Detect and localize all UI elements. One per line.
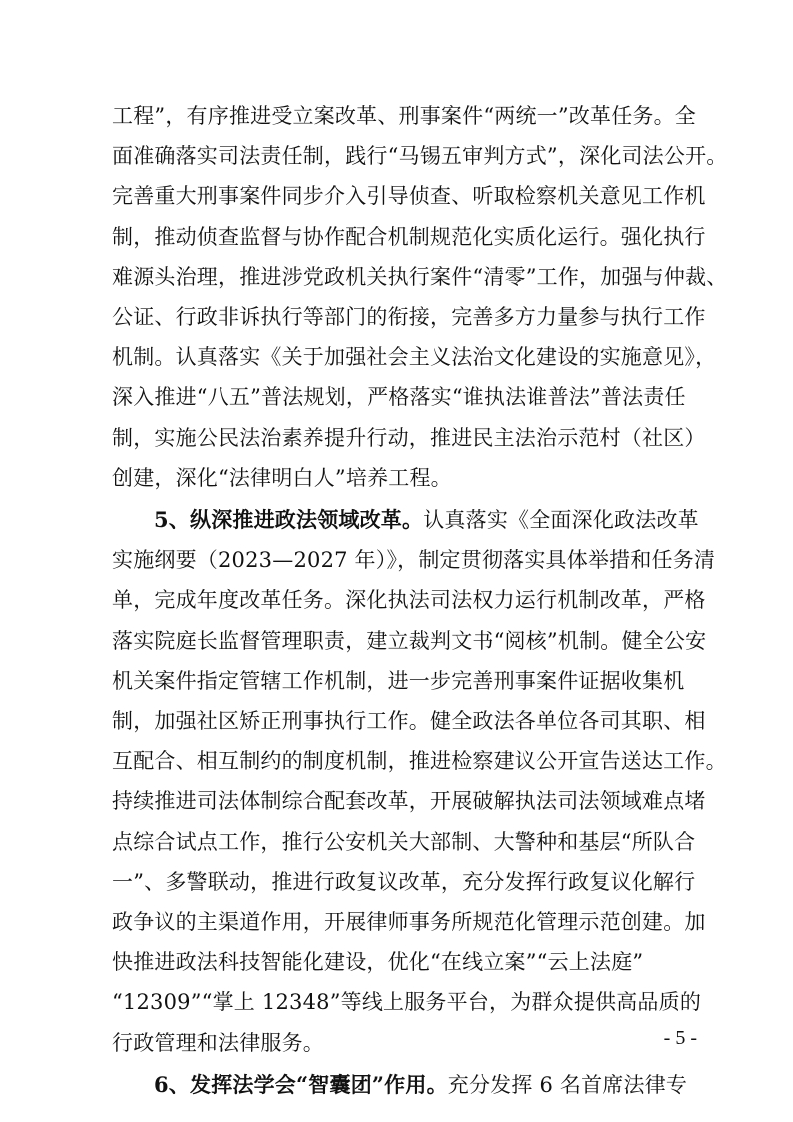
text-line: 完善重大刑事案件同步介入引导侦查、听取检察机关意见工作机 bbox=[112, 184, 706, 209]
section-6-first-line bbox=[112, 1065, 692, 1105]
text-line: 互配合、相互制约的制度机制，推进检察建议公开宣告送达工作。 bbox=[112, 749, 727, 774]
document-body bbox=[112, 96, 728, 1105]
section-5-first-line-text: 认真落实《全面深化政法改革 bbox=[423, 508, 699, 533]
section-6-heading: 6、发挥法学会“智囊团”作用。 bbox=[154, 1071, 448, 1097]
text-line: 面准确落实司法责任制，践行“马锡五审判方式”，深化司法公开。 bbox=[112, 144, 728, 169]
text-line: “12309”“掌上 12348”等线上服务平台，为群众提供高品质的 bbox=[112, 990, 702, 1015]
section-6-paragraph bbox=[112, 1065, 692, 1105]
text-line: 单，完成年度改革任务。深化执法司法权力运行机制改革，严格 bbox=[112, 588, 706, 613]
section-5-first-line bbox=[112, 500, 699, 540]
text-line: 深入推进“八五”普法规划，严格落实“谁执法谁普法”普法责任 bbox=[112, 385, 686, 410]
text-line: 快推进政法科技智能化建设，优化“在线立案”“云上法庭” bbox=[112, 950, 644, 975]
text-line: 创建，深化“法律明白人”培养工程。 bbox=[112, 465, 452, 490]
text-line: 点综合试点工作，推行公安机关大部制、大警种和基层“所队合 bbox=[112, 829, 696, 854]
text-line: 机制。认真落实《关于加强社会主义法治文化建设的实施意见》， bbox=[112, 345, 717, 370]
text-line: 难源头治理，推进涉党政机关执行案件“清零”工作，加强与仲裁、 bbox=[112, 264, 728, 289]
text-line: 落实院庭长监督管理职责，建立裁判文书“阅核”机制。健全公安 bbox=[112, 628, 707, 653]
text-line: 制，实施公民法治素养提升行动，推进民主法治示范村（社区） bbox=[112, 425, 706, 450]
text-line: 制，推动侦查监督与协作配合机制规范化实质化运行。强化执行 bbox=[112, 224, 706, 249]
text-line: 一”、多警联动，推进行政复议改革，充分发挥行政复议化解行 bbox=[112, 869, 696, 894]
section-5-heading: 5、纵深推进政法领域改革。 bbox=[154, 507, 424, 533]
text-line: 政争议的主渠道作用，开展律师事务所规范化管理示范创建。加 bbox=[112, 910, 706, 935]
text-line: 制，加强社区矫正刑事执行工作。健全政法各单位各司其职、相 bbox=[112, 709, 706, 734]
text-line: 持续推进司法体制综合配套改革，开展破解执法司法领域难点堵 bbox=[112, 789, 706, 814]
paragraph-continuation bbox=[112, 96, 728, 498]
section-5-paragraph bbox=[112, 500, 727, 1063]
page-number: - 5 - bbox=[663, 1027, 697, 1049]
text-line: 实施纲要（2023—2027 年）》，制定贯彻落实具体举措和任务清 bbox=[112, 548, 716, 573]
text-line: 公证、行政非诉执行等部门的衔接，完善多方力量参与执行工作 bbox=[112, 305, 706, 330]
text-line: 机关案件指定管辖工作机制，进一步完善刑事案件证据收集机 bbox=[112, 668, 685, 693]
text-line: 工程”，有序推进受立案改革、刑事案件“两统一”改革任务。全 bbox=[112, 104, 697, 128]
section-6-first-line-text: 充分发挥 6 名首席法律专 bbox=[447, 1072, 688, 1097]
text-line: 行政管理和法律服务。 bbox=[112, 1030, 324, 1055]
